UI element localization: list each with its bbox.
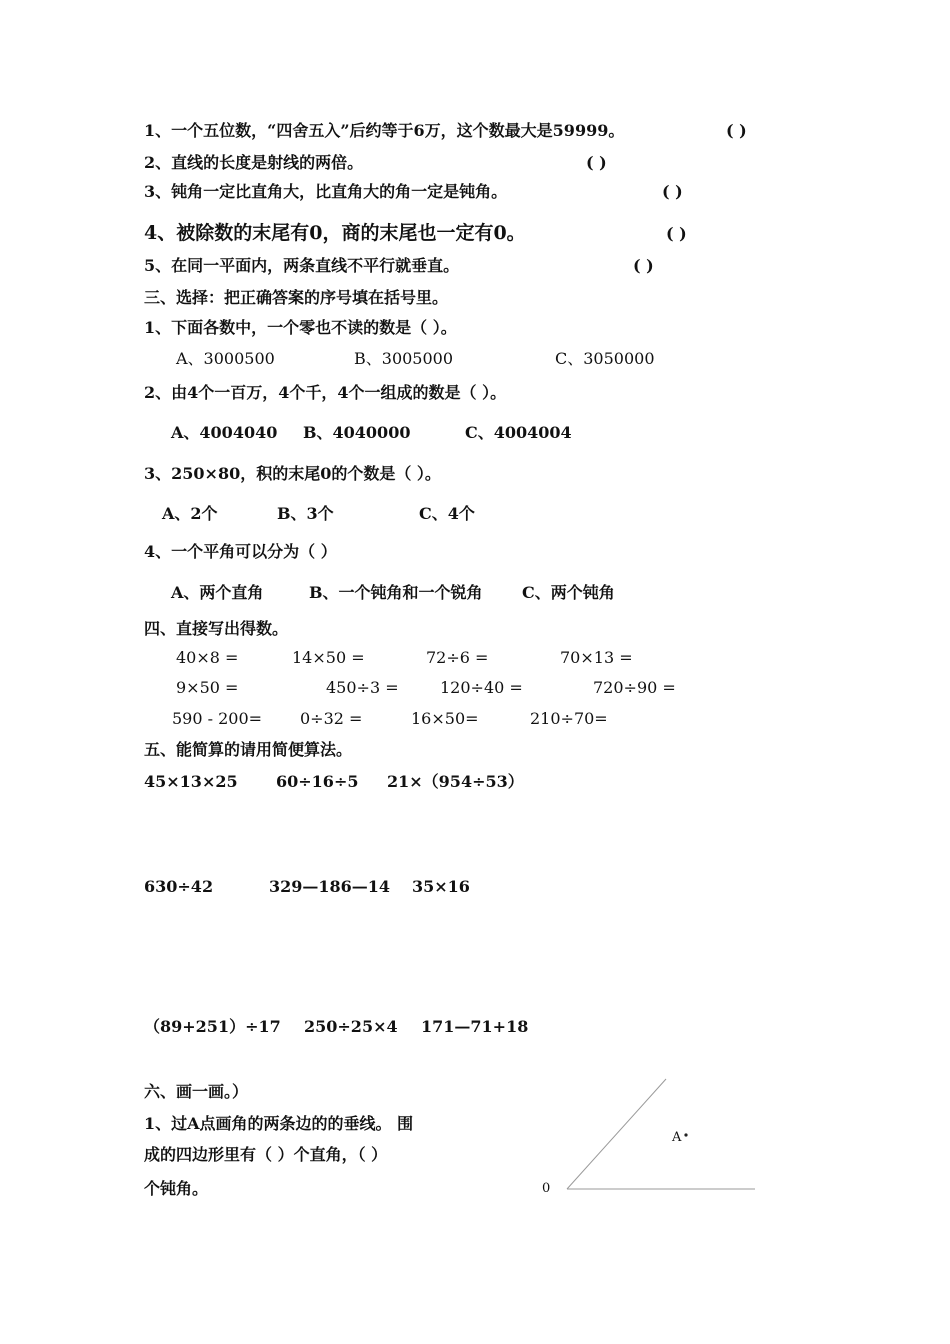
oral-problem: 450÷3 = [326, 678, 399, 697]
oral-problem: 590 - 200= [172, 709, 263, 728]
choice-q1-option-b[interactable]: B、3005000 [354, 349, 454, 368]
simplify-problem: （89+251）÷17 [144, 1017, 281, 1036]
choice-q3-option-c[interactable]: C、4个 [419, 504, 475, 523]
choice-heading: 三、选择：把正确答案的序号填在括号里。 [144, 288, 449, 307]
choice-q3-stem: 3、250×80，积的末尾0的个数是（ ）。 [144, 464, 441, 483]
angle-ray-upper [567, 1079, 666, 1189]
draw-line-3: 个钝角。 [144, 1179, 209, 1198]
simplify-problem: 60÷16÷5 [276, 772, 359, 791]
simplify-problem: 35×16 [412, 877, 470, 896]
oral-problem: 9×50 = [176, 678, 239, 697]
oral-heading: 四、直接写出得数。 [144, 619, 289, 638]
simplify-problem: 329—186—14 [269, 877, 391, 896]
judge-item-4: 4、被除数的末尾有0，商的末尾也一定有0。 [144, 222, 526, 244]
judge-bracket-1[interactable]: ( ) [726, 121, 747, 140]
choice-q4-option-c[interactable]: C、两个钝角 [522, 583, 615, 602]
choice-q3-option-a[interactable]: A、2个 [162, 504, 218, 523]
oral-problem: 14×50 = [292, 648, 365, 667]
judge-bracket-3[interactable]: ( ) [662, 182, 683, 201]
choice-q1-option-c[interactable]: C、3050000 [555, 349, 655, 368]
draw-heading: 六、画一画。） [144, 1082, 249, 1101]
choice-q4-option-a[interactable]: A、两个直角 [171, 583, 264, 602]
oral-problem: 16×50= [411, 709, 479, 728]
oral-problem: 210÷70= [530, 709, 608, 728]
judge-bracket-2[interactable]: ( ) [586, 153, 607, 172]
choice-q2-stem: 2、由4个一百万，4个千，4个一组成的数是（ ）。 [144, 383, 507, 402]
judge-bracket-4[interactable]: ( ) [666, 224, 687, 243]
simplify-problem: 171—71+18 [421, 1017, 529, 1036]
draw-line-2: 成的四边形里有（ ）个直角，（ ） [144, 1145, 388, 1164]
point-a-dot [684, 1133, 687, 1136]
oral-problem: 0÷32 = [300, 709, 363, 728]
oral-problem: 720÷90 = [593, 678, 676, 697]
judge-item-2: 2、直线的长度是射线的两倍。 [144, 153, 364, 172]
vertex-label: 0 [542, 1181, 551, 1196]
simplify-problem: 45×13×25 [144, 772, 238, 791]
choice-q2-option-b[interactable]: B、4040000 [303, 423, 411, 442]
draw-line-1: 1、过A点画角的两条边的的垂线。 围 [144, 1114, 414, 1133]
judge-item-3: 3、钝角一定比直角大，比直角大的角一定是钝角。 [144, 182, 508, 201]
choice-q4-stem: 4、一个平角可以分为（ ） [144, 542, 337, 561]
choice-q4-option-b[interactable]: B、一个钝角和一个锐角 [309, 583, 483, 602]
judge-item-5: 5、在同一平面内，两条直线不平行就垂直。 [144, 256, 460, 275]
oral-problem: 72÷6 = [426, 648, 489, 667]
simplify-heading: 五、能简算的请用简便算法。 [144, 740, 353, 759]
oral-problem: 70×13 = [560, 648, 633, 667]
choice-q2-option-a[interactable]: A、4004040 [171, 423, 278, 442]
judge-item-1: 1、一个五位数，“四舍五入”后约等于6万，这个数最大是59999。 [144, 121, 625, 140]
point-a-label: A [672, 1130, 682, 1145]
simplify-problem: 21×（954÷53） [387, 772, 524, 791]
oral-problem: 120÷40 = [440, 678, 523, 697]
choice-q2-option-c[interactable]: C、4004004 [465, 423, 572, 442]
simplify-problem: 630÷42 [144, 877, 214, 896]
judge-bracket-5[interactable]: ( ) [633, 256, 654, 275]
oral-problem: 40×8 = [176, 648, 239, 667]
choice-q1-option-a[interactable]: A、3000500 [176, 349, 275, 368]
simplify-problem: 250÷25×4 [304, 1017, 398, 1036]
choice-q3-option-b[interactable]: B、3个 [277, 504, 334, 523]
choice-q1-stem: 1、下面各数中，一个零也不读的数是（ ）。 [144, 318, 457, 337]
